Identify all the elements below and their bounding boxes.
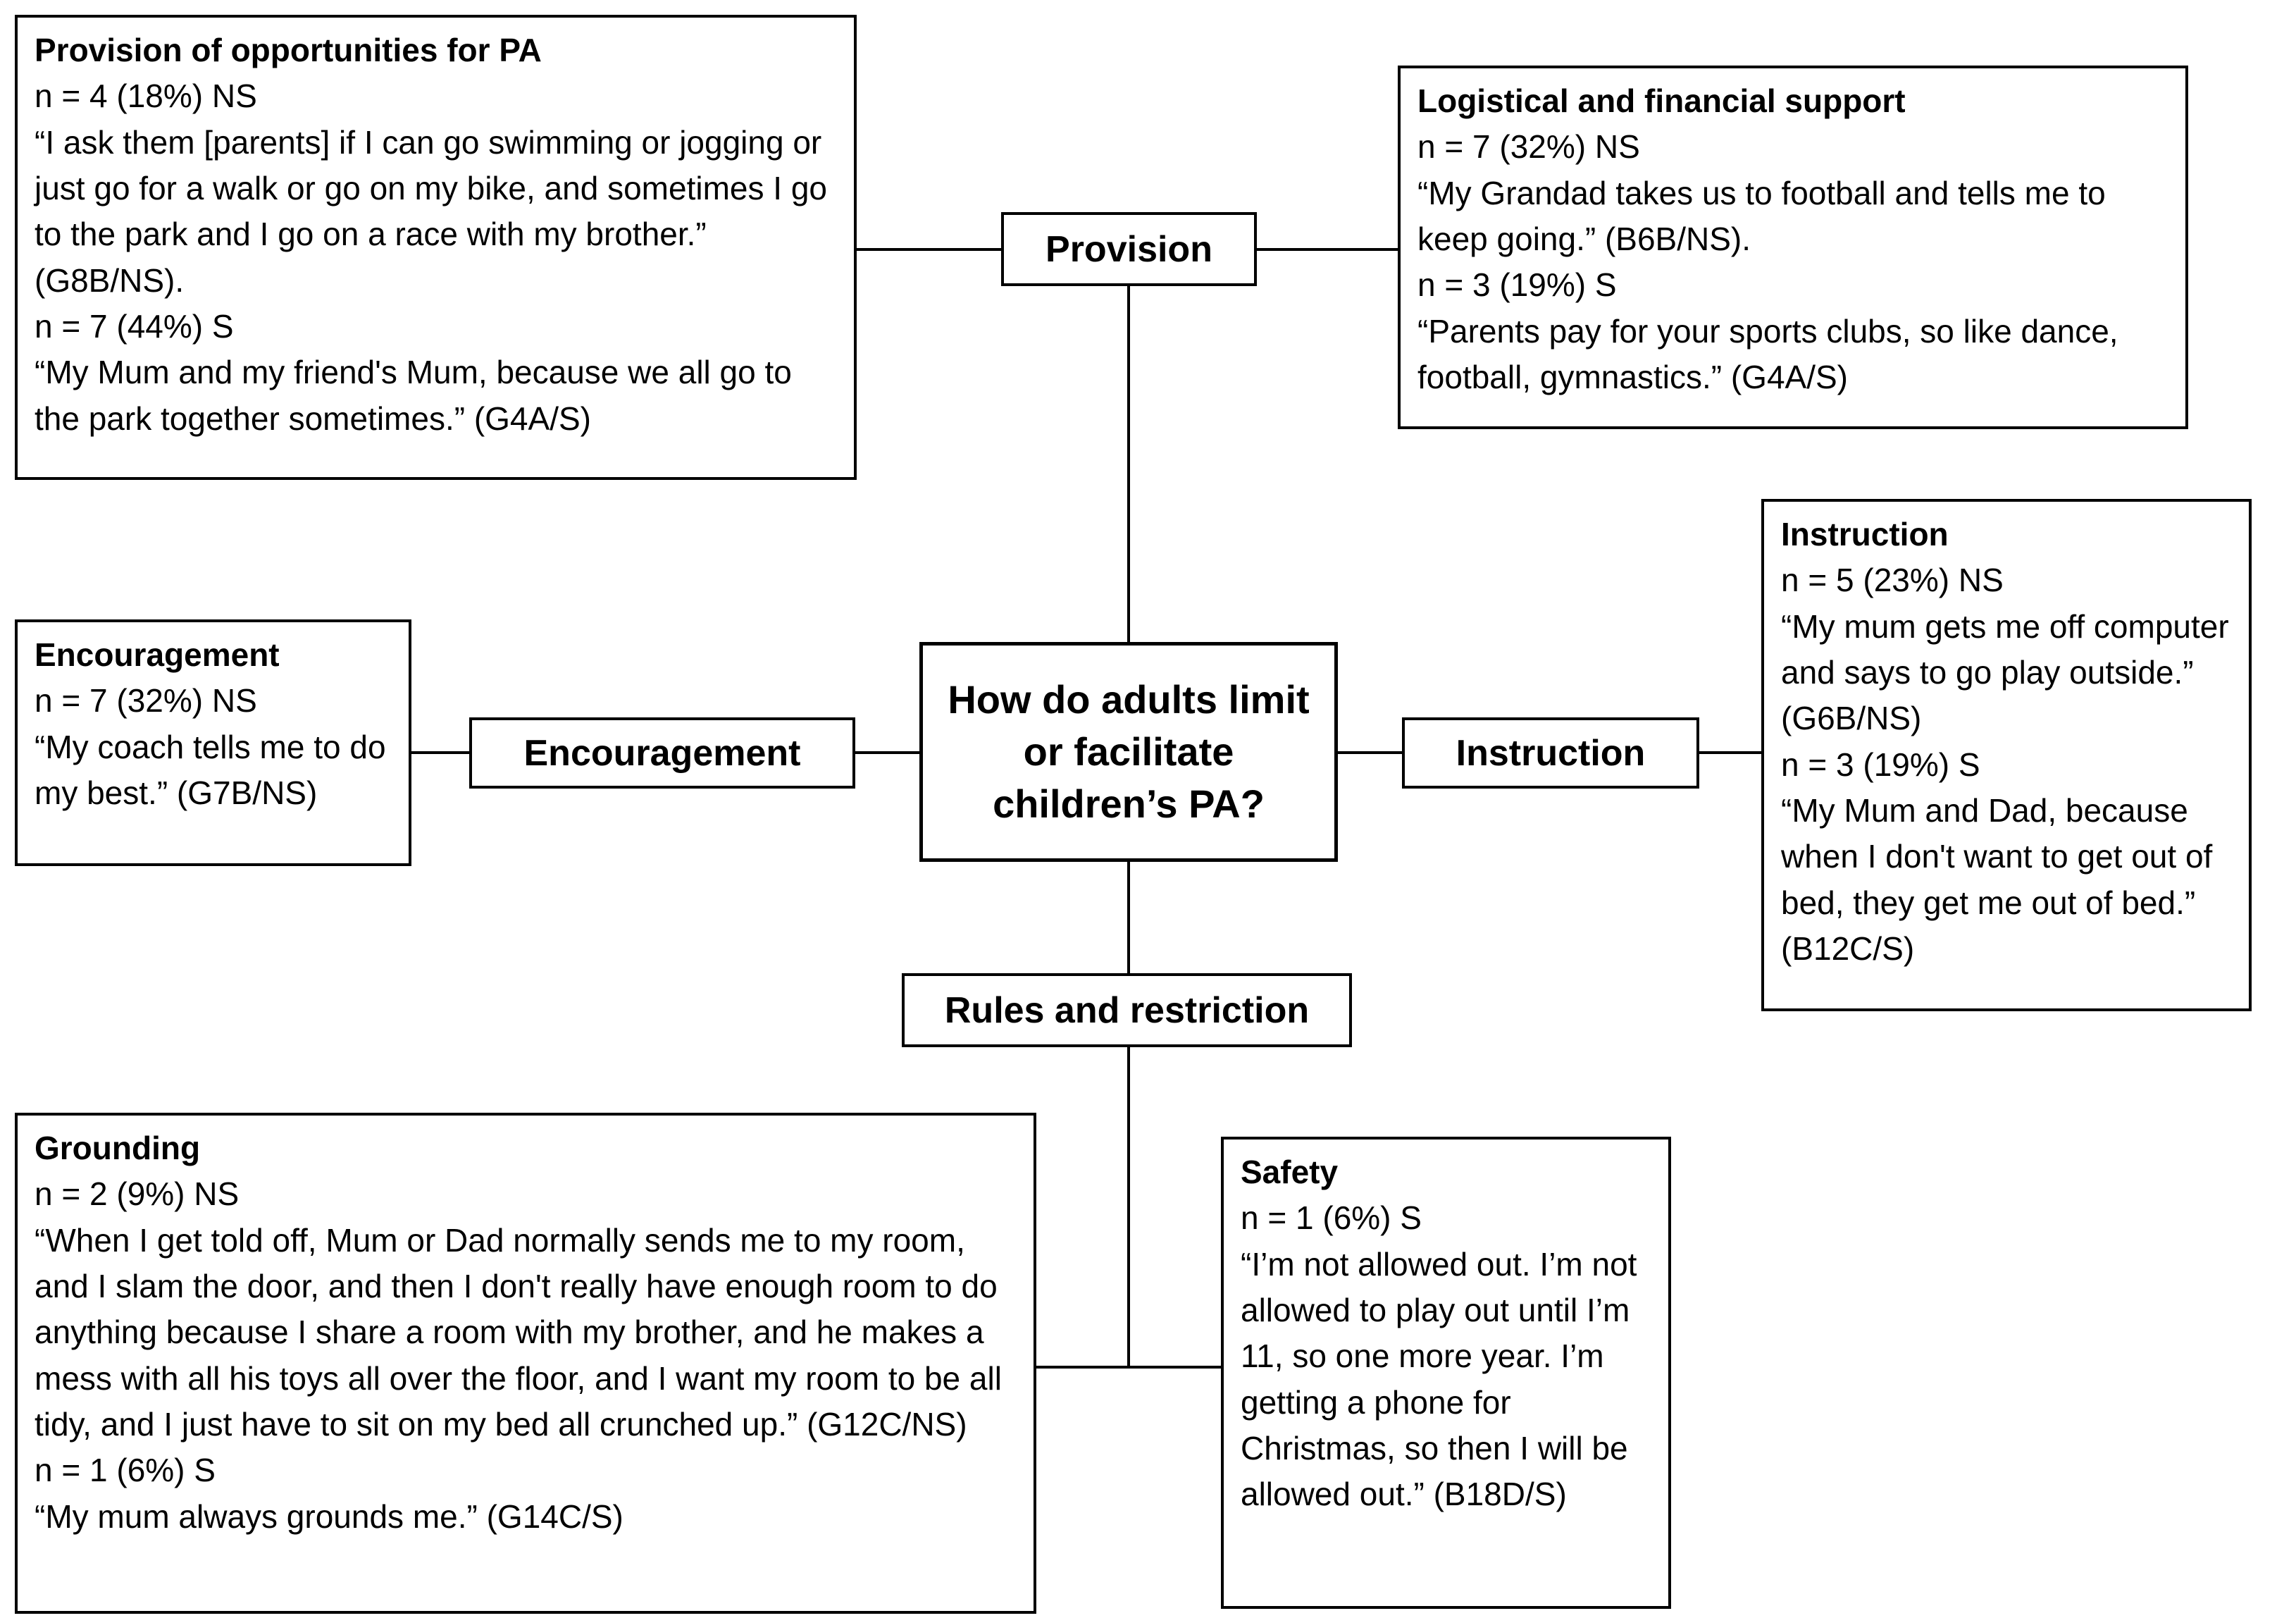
node-rules-and-restriction: Rules and restriction [902, 973, 1352, 1047]
box-body [35, 678, 392, 816]
text-line: “My mum gets me off computer and says to go play outside.” (G6B/NS) [1781, 607, 2229, 737]
box-body [35, 1171, 1017, 1540]
text-line: n = 3 (19%) S [1417, 266, 1617, 304]
text-line: “My coach tells me to do my best.” (G7B/NS) [35, 728, 386, 811]
box-title: Instruction [1781, 516, 1949, 552]
connector-instruction-right [1699, 751, 1761, 754]
text-line: n = 1 (6%) S [1241, 1199, 1422, 1237]
text-line: n = 7 (44%) S [35, 307, 234, 345]
box-title: Grounding [35, 1130, 201, 1166]
box-encouragement [15, 619, 411, 866]
box-body [1781, 557, 2232, 972]
connector-grounding-safety [1036, 1366, 1221, 1369]
node-provision: Provision [1001, 212, 1257, 286]
box-safety [1221, 1137, 1671, 1609]
box-title: Safety [1241, 1154, 1339, 1190]
box-grounding [15, 1113, 1036, 1614]
text-line: “Parents pay for your sports clubs, so like dance, football, gymnastics.” (G4A/S) [1417, 312, 2118, 395]
connector-provision-left [857, 248, 1001, 251]
connector-provision-right [1257, 248, 1398, 251]
connector-rules-down [1127, 1047, 1130, 1369]
central-question-node [919, 642, 1338, 862]
text-line: n = 7 (32%) NS [1417, 128, 1640, 166]
text-line: n = 3 (19%) S [1781, 746, 1980, 783]
connector-instruction-center [1338, 751, 1402, 754]
connector-encouragement-center [855, 751, 919, 754]
text-line: “My Mum and my friend's Mum, because we all go to the park together sometimes.” (G4A/S) [35, 354, 792, 437]
box-logistical-and-financial-support [1398, 66, 2188, 429]
node-encouragement: Encouragement [469, 717, 855, 789]
box-title: Provision of opportunities for PA [35, 32, 542, 68]
text-line: “My mum always grounds me.” (G14C/S) [35, 1497, 623, 1535]
box-title: Encouragement [35, 636, 280, 673]
text-line: “My Grandad takes us to football and tells me to keep going.” (B6B/NS). [1417, 174, 2106, 257]
text-line: “My Mum and Dad, because when I don't want to get out of bed, they get me out of bed.” (B12C/S) [1781, 791, 2213, 967]
node-instruction: Instruction [1402, 717, 1699, 789]
connector-provision-center [1127, 286, 1130, 642]
box-body [1417, 124, 2168, 400]
text-line: “I ask them [parents] if I can go swimming or jogging or just go for a walk or go on my bike, and sometimes I go to the park and I go on a race with my brother.” (G8B/NS). [35, 123, 827, 299]
text-line: n = 2 (9%) NS [35, 1175, 240, 1213]
text-line: n = 7 (32%) NS [35, 682, 257, 720]
text-line: n = 5 (23%) NS [1781, 562, 2004, 599]
box-body [1241, 1195, 1651, 1517]
text-line: “When I get told off, Mum or Dad normally sends me to my room, and I slam the door, and then I don't really have enough room to do anything because I share a room with my brother, and he makes a mess with all his toys all over the floor, and I want my room to be all tidy, and I just have to sit on my bed all crunched up.” (G12C/NS) [35, 1221, 1002, 1443]
box-title: Logistical and financial support [1417, 82, 1906, 119]
text-line: “I’m not allowed out. I’m not allowed to play out until I’m 11, so one more year. I’m getting a phone for Christmas, so then I will be allowed out.” (B18D/S) [1241, 1245, 1637, 1513]
box-body [35, 73, 837, 442]
box-instruction [1761, 499, 2252, 1011]
connector-encouragement-left [411, 751, 469, 754]
connector-center-rules [1127, 862, 1130, 973]
text-line: n = 1 (6%) S [35, 1452, 216, 1489]
text-line: n = 4 (18%) NS [35, 78, 257, 115]
central-question-text: How do adults limit or facilitate children’s PA? [948, 677, 1310, 826]
box-provision-of-opportunities [15, 15, 857, 480]
